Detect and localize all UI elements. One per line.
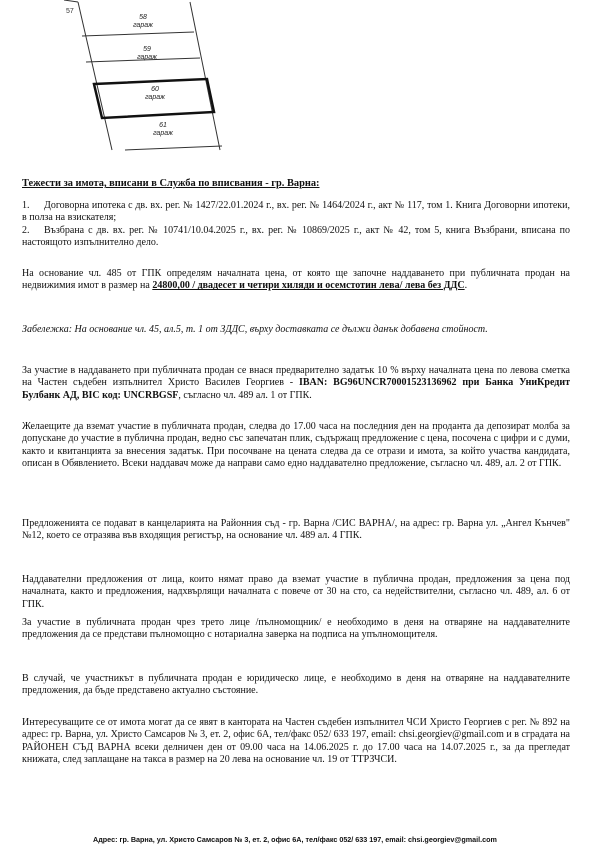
inspection-paragraph: Интересуващите се от имота могат да се явят в кантората на Частен съдебен изпълнител ЧСИ Христо Георгиев с рег. № 892 на адрес: гр. Варна, ул. Христо Самсаров № 3, ет. 2, офис 6А, тел/факс 052/ 633 197, email: chsi.georgiev@gmail.com и в сградата на РАЙОНЕН СЪД ВАРНА всеки делничен ден от 09.00 часа на 14.06.2025 г. до 17.00 часа на 14.07.2025 г., за да прегледат книжата, след заплащане на такса в размер на 20 лева на основание чл. 19 от ТТРЗЧСИ. [22, 717, 570, 766]
starting-price-paragraph [22, 268, 570, 293]
office-address-footer: Адрес: гр. Варна, ул. Христо Самсаров № 3, ет. 2, офис 6А, тел/факс 052/ 633 197, email: chsi.georgiev@gmail.com [93, 835, 497, 844]
encumbrance-number: 2. [22, 225, 30, 236]
invalid-offers-paragraph: Наддавателни предложения от лица, които нямат право да вземат участие в публична продан, предложения за цена под началната, както и предложения, надхвърлящи началната с повече от 30 на сто, са недействителни, съгласно чл. 489, ал. 6 от ГПК. [22, 574, 570, 610]
encumbrances-heading: Тежести за имота, вписани в Служба по вписвания - гр. Варна: [22, 178, 320, 189]
plan-edge-number: 57 [66, 8, 74, 15]
unit-61-number: 61 [159, 122, 167, 129]
price-intro: На основание чл. 485 от ГПК определям началната цена, от която ще започне наддаването при публичната продан на недвижимия имот в размер на [22, 268, 570, 292]
unit-58-label [118, 14, 168, 30]
unit-59-type: гараж [137, 54, 157, 61]
bidding-rules-paragraph: Желаещите да вземат участие в публичната продан, следва до 17.00 часа на последния ден на проданта да депозират молба за допускане до участие в публична продан, ведно със запечатан плик, съдържащ предложение с цена, посочена с цифри и с думи, както и квитанцията за внесения задатък. При посочване на цената следва да се отрази и имота, за който участва кандидата, описан в Обявлението. Всеки наддавач може да направи само едно наддавателно предложение, съгласно чл. 489, ал. 2 от ГПК. [22, 421, 570, 470]
unit-60-number: 60 [151, 86, 159, 93]
unit-60-label [130, 86, 180, 102]
starting-price: 24800,00 / двадесет и четири хиляди и осемстотин лева/ лева без ДДС [152, 280, 465, 292]
deposit-outro: , съгласно чл. 489 ал. 1 от ГПК. [178, 389, 312, 401]
bank-account: IBAN: BG96UNCR70001523136962 при Банка УниКредит Булбанк АД, BIC код: UNCRBGSF [22, 377, 570, 401]
encumbrance-text: Възбрана с дв. вх. рег. № 10741/10.04.2025 г., вх. рег. № 10869/2025 г., акт № 42, том 5, книга Възбрани, вписана по настоящото изпълнително дело. [22, 225, 570, 249]
garage-floor-plan [0, 0, 590, 165]
unit-61-type: гараж [153, 130, 173, 137]
unit-58-number: 58 [139, 14, 147, 21]
encumbrance-number: 1. [22, 200, 30, 211]
unit-60-type: гараж [145, 94, 165, 101]
encumbrance-text: Договорна ипотека с дв. вх. рег. № 1427/22.01.2024 г., вх. рег. № 1464/2024 г., акт № 117, том 1. Книга Договорни ипотеки, в полза на взискателя; [22, 200, 570, 224]
legal-entity-paragraph: В случай, че участникът в публичната продан е юридическо лице, е необходимо в деня на отваряне на наддавателните предложения, да бъде представено актуално състояние. [22, 673, 570, 697]
encumbrance-item-1 [22, 200, 570, 225]
plan-drawing [0, 0, 590, 165]
proxy-paragraph: За участие в публичната продан чрез трето лице /пълномощник/ е необходимо в деня на отваряне на наддавателните предложения да се представи пълномощно с нотариална заверка на подписа на упълномощителя. [22, 617, 570, 641]
deposit-paragraph [22, 365, 570, 402]
encumbrance-item-2 [22, 225, 570, 250]
unit-59-label [122, 46, 172, 62]
vat-note: Забележка: На основание чл. 45, ал.5, т. 1 от ЗДДС, върху доставката се дължи данък добавена стойност. [22, 324, 488, 335]
submission-paragraph: Предложенията се подават в канцеларията на Районния съд - гр. Варна /СИС ВАРНА/, на адрес: гр. Варна ул. „Ангел Кънчев" №12, което се отразява във входящия регистър, на основание чл. 489 ал. 4 ГПК. [22, 518, 570, 542]
unit-58-type: гараж [133, 22, 153, 29]
unit-61-label [138, 122, 188, 138]
unit-59-number: 59 [143, 46, 151, 53]
deposit-intro: За участие в наддаването при публичната продан се внася предварително задатък 10 % върху началната цена по левова сметка на Частен съдебен изпълнител Христо Василев Георгиев - [22, 365, 570, 389]
price-outro: . [464, 280, 468, 292]
